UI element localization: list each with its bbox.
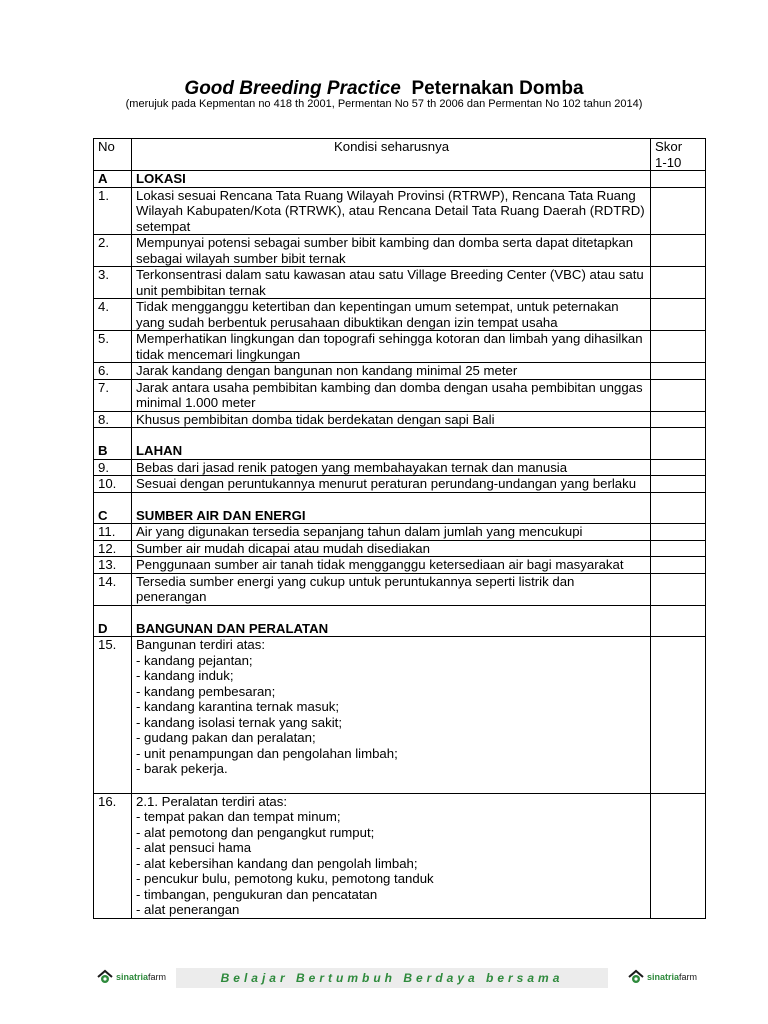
table-row: [94, 459, 706, 476]
section-title: BANGUNAN DAN PERALATAN: [132, 605, 651, 637]
item-no: 9.: [94, 459, 132, 476]
item-no: 10.: [94, 476, 132, 493]
item-no: 4.: [94, 299, 132, 331]
item-text: Jarak kandang dengan bangunan non kandang minimal 25 meter: [132, 363, 651, 380]
logo-right: [627, 968, 697, 986]
item-no: 16.: [94, 793, 132, 918]
item-no: 8.: [94, 411, 132, 428]
title-italic: Good Breeding Practice: [184, 78, 401, 99]
table-row: [94, 299, 706, 331]
table-row: [94, 187, 706, 235]
item-no: 1.: [94, 187, 132, 235]
document-title: [0, 78, 768, 100]
item-text: Bangunan terdiri atas: - kandang pejantan; - kandang induk; - kandang pembesaran; - kandang karantina ternak masuk; - kandang isolasi ternak yang sakit; - gudang pakan dan peralatan; - unit penampungan dan pengolahan limbah; - barak pekerja.: [132, 637, 651, 794]
score-cell[interactable]: [651, 299, 706, 331]
table-row: [94, 363, 706, 380]
section-title: SUMBER AIR DAN ENERGI: [132, 492, 651, 524]
item-text: Khusus pembibitan domba tidak berdekatan dengan sapi Bali: [132, 411, 651, 428]
item-no: 11.: [94, 524, 132, 541]
score-cell[interactable]: [651, 573, 706, 605]
section-title: LAHAN: [132, 428, 651, 460]
table-row: [94, 573, 706, 605]
score-cell[interactable]: [651, 187, 706, 235]
score-cell[interactable]: [651, 428, 706, 460]
table-row: [94, 557, 706, 574]
item-text: Terkonsentrasi dalam satu kawasan atau satu Village Breeding Center (VBC) atau satu unit pembibitan ternak: [132, 267, 651, 299]
footer-slogan: Belajar Bertumbuh Berdaya bersama: [176, 968, 608, 988]
section-title: LOKASI: [132, 171, 651, 188]
logo-left-text-a: sinatria: [116, 972, 149, 982]
header-kondisi: Kondisi seharusnya: [132, 139, 651, 171]
section-row-lahan: [94, 428, 706, 460]
item-text: Tersedia sumber energi yang cukup untuk peruntukannya seperti listrik dan penerangan: [132, 573, 651, 605]
score-cell[interactable]: [651, 379, 706, 411]
header-no: No: [94, 139, 132, 171]
document-subtitle: (merujuk pada Kepmentan no 418 th 2001, Permentan No 57 th 2006 dan Permentan No 102 tahun 2014): [125, 98, 643, 110]
score-cell[interactable]: [651, 492, 706, 524]
table-row: [94, 793, 706, 918]
item-no: 5.: [94, 331, 132, 363]
table-row: [94, 637, 706, 794]
logo-left-text-b: farm: [148, 972, 167, 982]
score-cell[interactable]: [651, 637, 706, 794]
item-text: 2.1. Peralatan terdiri atas: - tempat pakan dan tempat minum; - alat pemotong dan pengangkut rumput; - alat pensuci hama - alat kebersihan kandang dan pengolah limbah; - pencukur bulu, pemotong kuku, pemotong tanduk - timbangan, pengukuran dan pencatatan - alat penerangan: [132, 793, 651, 918]
table-header-row: [94, 139, 706, 171]
section-row-lokasi: [94, 171, 706, 188]
title-regular: Peternakan Domba: [411, 78, 584, 99]
score-cell[interactable]: [651, 331, 706, 363]
table-row: [94, 379, 706, 411]
table-row: [94, 235, 706, 267]
score-cell[interactable]: [651, 540, 706, 557]
item-text: Bebas dari jasad renik patogen yang membahayakan ternak dan manusia: [132, 459, 651, 476]
item-text: Sumber air mudah dicapai atau mudah disediakan: [132, 540, 651, 557]
table-row: [94, 331, 706, 363]
score-cell[interactable]: [651, 557, 706, 574]
score-cell[interactable]: [651, 459, 706, 476]
logo-right-text-b: farm: [679, 972, 698, 982]
score-cell[interactable]: [651, 171, 706, 188]
item-no: 6.: [94, 363, 132, 380]
item-text: Jarak antara usaha pembibitan kambing dan domba dengan usaha pembibitan unggas minimal 1.000 meter: [132, 379, 651, 411]
item-text: Lokasi sesuai Rencana Tata Ruang Wilayah Provinsi (RTRWP), Rencana Tata Ruang Wilayah Kabupaten/Kota (RTRWK), atau Rencana Detail Tata Ruang Daerah (RDTRD) setempat: [132, 187, 651, 235]
table-row: [94, 476, 706, 493]
score-cell[interactable]: [651, 793, 706, 918]
item-text: Sesuai dengan peruntukannya menurut peraturan perundang-undangan yang berlaku: [132, 476, 651, 493]
table-row: [94, 540, 706, 557]
item-text: Tidak mengganggu ketertiban dan kepentingan umum setempat, untuk peternakan yang sudah berbentuk perusahaan dibuktikan dengan izin tempat usaha: [132, 299, 651, 331]
item-no: 2.: [94, 235, 132, 267]
checklist-table: [93, 138, 706, 919]
item-text: Mempunyai potensi sebagai sumber bibit kambing dan domba serta dapat ditetapkan sebagai wilayah sumber bibit ternak: [132, 235, 651, 267]
item-no: 14.: [94, 573, 132, 605]
item-text: Penggunaan sumber air tanah tidak mengganggu ketersediaan air bagi masyarakat: [132, 557, 651, 574]
farm-logo-icon: [96, 968, 114, 986]
score-cell[interactable]: [651, 267, 706, 299]
score-cell[interactable]: [651, 476, 706, 493]
score-cell[interactable]: [651, 363, 706, 380]
farm-logo-icon: [627, 968, 645, 986]
table-row: [94, 267, 706, 299]
section-code: A: [94, 171, 132, 188]
section-row-bangunan: [94, 605, 706, 637]
logo-right-text-a: sinatria: [647, 972, 680, 982]
section-code: D: [94, 605, 132, 637]
item-no: 13.: [94, 557, 132, 574]
item-no: 7.: [94, 379, 132, 411]
section-row-sumber-air: [94, 492, 706, 524]
score-cell[interactable]: [651, 605, 706, 637]
logo-left: [96, 968, 166, 986]
item-text: Memperhatikan lingkungan dan topografi sehingga kotoran dan limbah yang dihasilkan tidak mencemari lingkungan: [132, 331, 651, 363]
table-row: [94, 524, 706, 541]
item-no: 15.: [94, 637, 132, 794]
table-row: [94, 411, 706, 428]
section-code: C: [94, 492, 132, 524]
item-text: Air yang digunakan tersedia sepanjang tahun dalam jumlah yang mencukupi: [132, 524, 651, 541]
score-cell[interactable]: [651, 235, 706, 267]
score-cell[interactable]: [651, 524, 706, 541]
section-code: B: [94, 428, 132, 460]
item-no: 12.: [94, 540, 132, 557]
header-skor: Skor 1-10: [651, 139, 706, 171]
score-cell[interactable]: [651, 411, 706, 428]
item-no: 3.: [94, 267, 132, 299]
